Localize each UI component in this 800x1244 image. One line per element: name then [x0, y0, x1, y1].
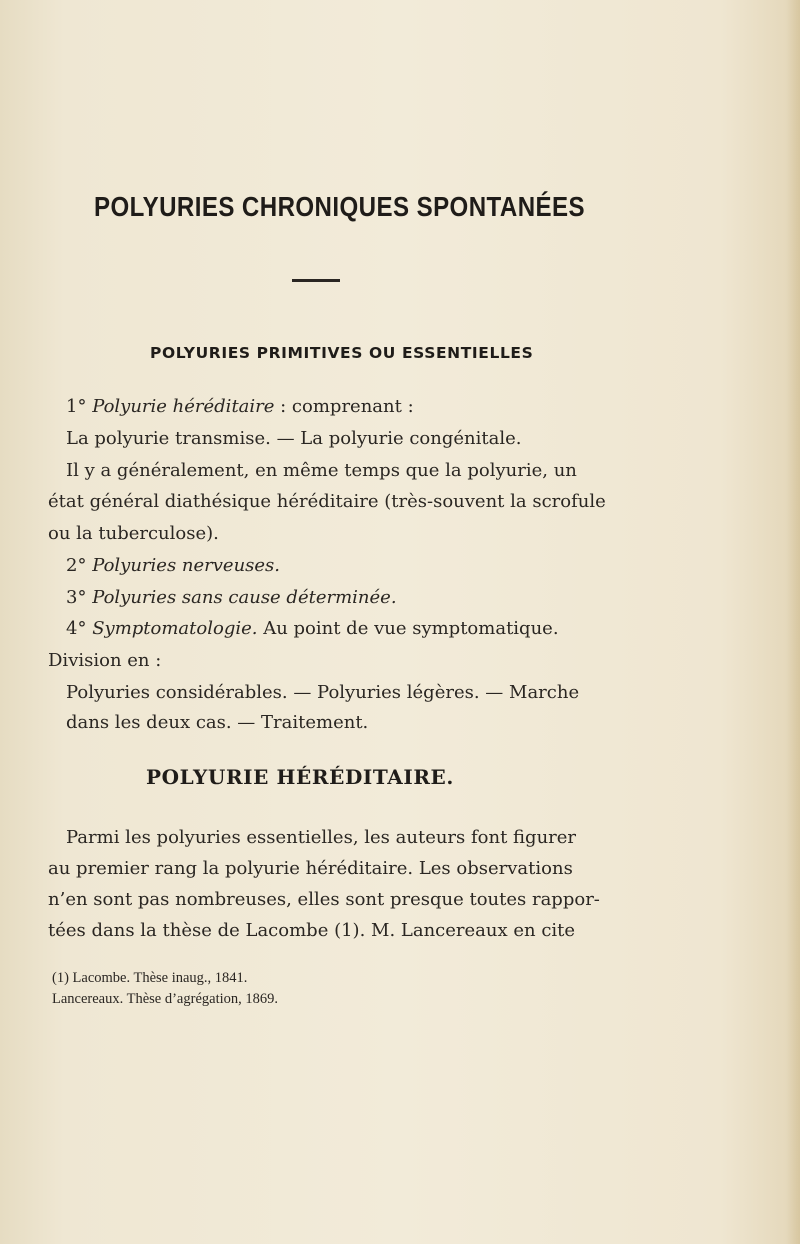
outline-heading: Polyuries nerveuses.: [92, 555, 281, 576]
outline-line-3: Il y a généralement, en même temps que la polyurie, un: [66, 460, 577, 481]
outline-number: 1°: [66, 396, 87, 417]
page-edge-shadow: [786, 0, 800, 1244]
outline-line-10: Polyuries considérables. — Polyuries légères. — Marche: [66, 682, 580, 703]
outline-text: : comprenant :: [274, 396, 414, 417]
outline-number: 4°: [66, 618, 87, 639]
outline-number: 3°: [66, 587, 87, 608]
subheading: POLYURIE HÉRÉDITAIRE.: [146, 765, 454, 789]
section-title: POLYURIES PRIMITIVES OU ESSENTIELLES: [150, 344, 534, 362]
outline-line-5: ou la tuberculose).: [48, 523, 219, 544]
body-line-4: tées dans la thèse de Lacombe (1). M. Lancereaux en cite: [48, 920, 576, 941]
outline-line-8: [66, 618, 559, 640]
outline-heading: Polyuries sans cause déterminée.: [92, 587, 397, 608]
footnote-1: (1) Lacombe. Thèse inaug., 1841.: [52, 970, 248, 986]
body-line-2: au premier rang la polyurie héréditaire. Les observations: [48, 858, 573, 879]
outline-number: 2°: [66, 555, 87, 576]
outline-heading: Polyurie héréditaire: [92, 396, 275, 417]
outline-line-11: dans les deux cas. — Traitement.: [66, 712, 369, 733]
body-line-1: Parmi les polyuries essentielles, les auteurs font figurer: [66, 827, 577, 848]
outline-line-7: [66, 587, 397, 609]
outline-line-4: état général diathésique héréditaire (très-souvent la scrofule: [48, 491, 606, 512]
outline-text: Au point de vue symptomatique.: [257, 618, 559, 639]
footnote-2: Lancereaux. Thèse d’agrégation, 1869.: [52, 991, 278, 1007]
outline-line-9: Division en :: [48, 650, 162, 671]
outline-line-6: [66, 555, 280, 577]
outline-line-1: [66, 396, 414, 418]
title-divider: [292, 279, 340, 282]
body-line-3: n’en sont pas nombreuses, elles sont presque toutes rappor-: [48, 889, 600, 910]
outline-line-2: La polyurie transmise. — La polyurie congénitale.: [66, 428, 522, 449]
page-title: POLYURIES CHRONIQUES SPONTANÉES: [94, 191, 586, 222]
outline-heading: Symptomatologie.: [92, 618, 258, 639]
